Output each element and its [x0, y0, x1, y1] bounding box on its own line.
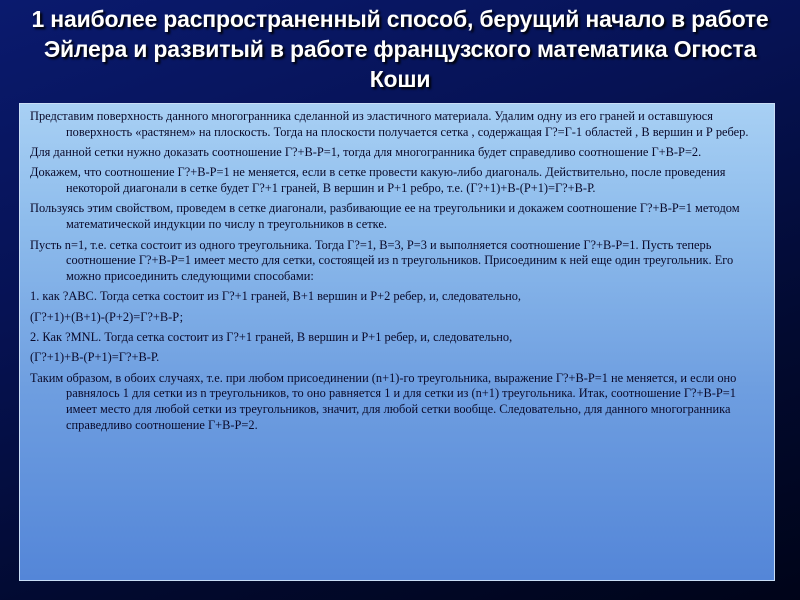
- paragraph-diagonal-invariance: Докажем, что соотношение Г?+В-Р=1 не меняется, если в сетке провести какую-либо диагональ. Действительно, после проведения некоторой диагонали в сетке будет Г?+1 граней, В вершин и Р+1 ребро, т.е. (Г?+1)+В-(Р+1)=Г?+В-Р.: [30, 165, 726, 196]
- paragraph-surface-stretch: Представим поверхность данного многогранника сделанной из эластичного материала. Удалим одну из его граней и оставшуюся поверхность «растянем» на плоскость. Тогда на плоскости получается сетка , содержащая Г?=Г-1 областей , В вершин и Р ребер.: [30, 109, 749, 139]
- paragraph-case-mnl-formula: (Г?+1)+В-(Р+1)=Г?+В-Р.: [30, 350, 160, 365]
- paragraph-base-case: Пусть n=1, т.е. сетка состоит из одного треугольника. Тогда Г?=1, В=3, Р=3 и выполняется соотношение Г?+В-Р=1. Пусть теперь соотношение Г?+В-Р=1 имеет место для сетки, состоящей из n треугольников. Присоединим к ней еще один треугольник. Его можно присоединить следующими способами:: [30, 237, 734, 284]
- paragraph-case-abc-formula: (Г?+1)+(В+1)-(Р+2)=Г?+В-Р;: [30, 309, 184, 324]
- paragraph-case-abc: 1. как ?АВС. Тогда сетка состоит из Г?+1 граней, В+1 вершин и Р+2 ребер, и, следовательно,: [30, 289, 522, 304]
- paragraph-relation-to-prove: Для данной сетки нужно доказать соотношение Г?+В-Р=1, тогда для многогранника будет справедливо соотношение Г+В-Р=2.: [30, 145, 702, 160]
- title-number: 1: [31, 6, 45, 32]
- paragraph-case-mnl: 2. Как ?MNL. Тогда сетка состоит из Г?+1 граней, В вершин и Р+1 ребер, и, следовательно,: [30, 330, 513, 345]
- slide-title: [20, 4, 780, 94]
- paragraph-triangulation-induction: Пользуясь этим свойством, проведем в сетке диагонали, разбивающие ее на треугольники и докажем соотношение Г?+В-Р=1 методом математической индукции по числу n треугольников в сетке.: [30, 201, 740, 232]
- content-box: [19, 103, 775, 581]
- paragraph-conclusion: Таким образом, в обоих случаях, т.е. при любом присоединении (n+1)-го треугольника, выражение Г?+В-Р=1 не меняется, и если оно равнялось 1 для сетки из n треугольников, то оно равняется 1 и для сетки из (n+1) треугольника. Итак, соотношение Г?+В-Р=1 имеет место для любой сетки из треугольников, значит, для любой сетки вообще. Следовательно, для данного многогранника справедливо соотношение Г+В-Р=2.: [30, 370, 737, 433]
- title-text: наиболее распространенный способ, берущий начало в работе Эйлера и развитый в работе французского математика Огюста Коши: [43, 6, 769, 92]
